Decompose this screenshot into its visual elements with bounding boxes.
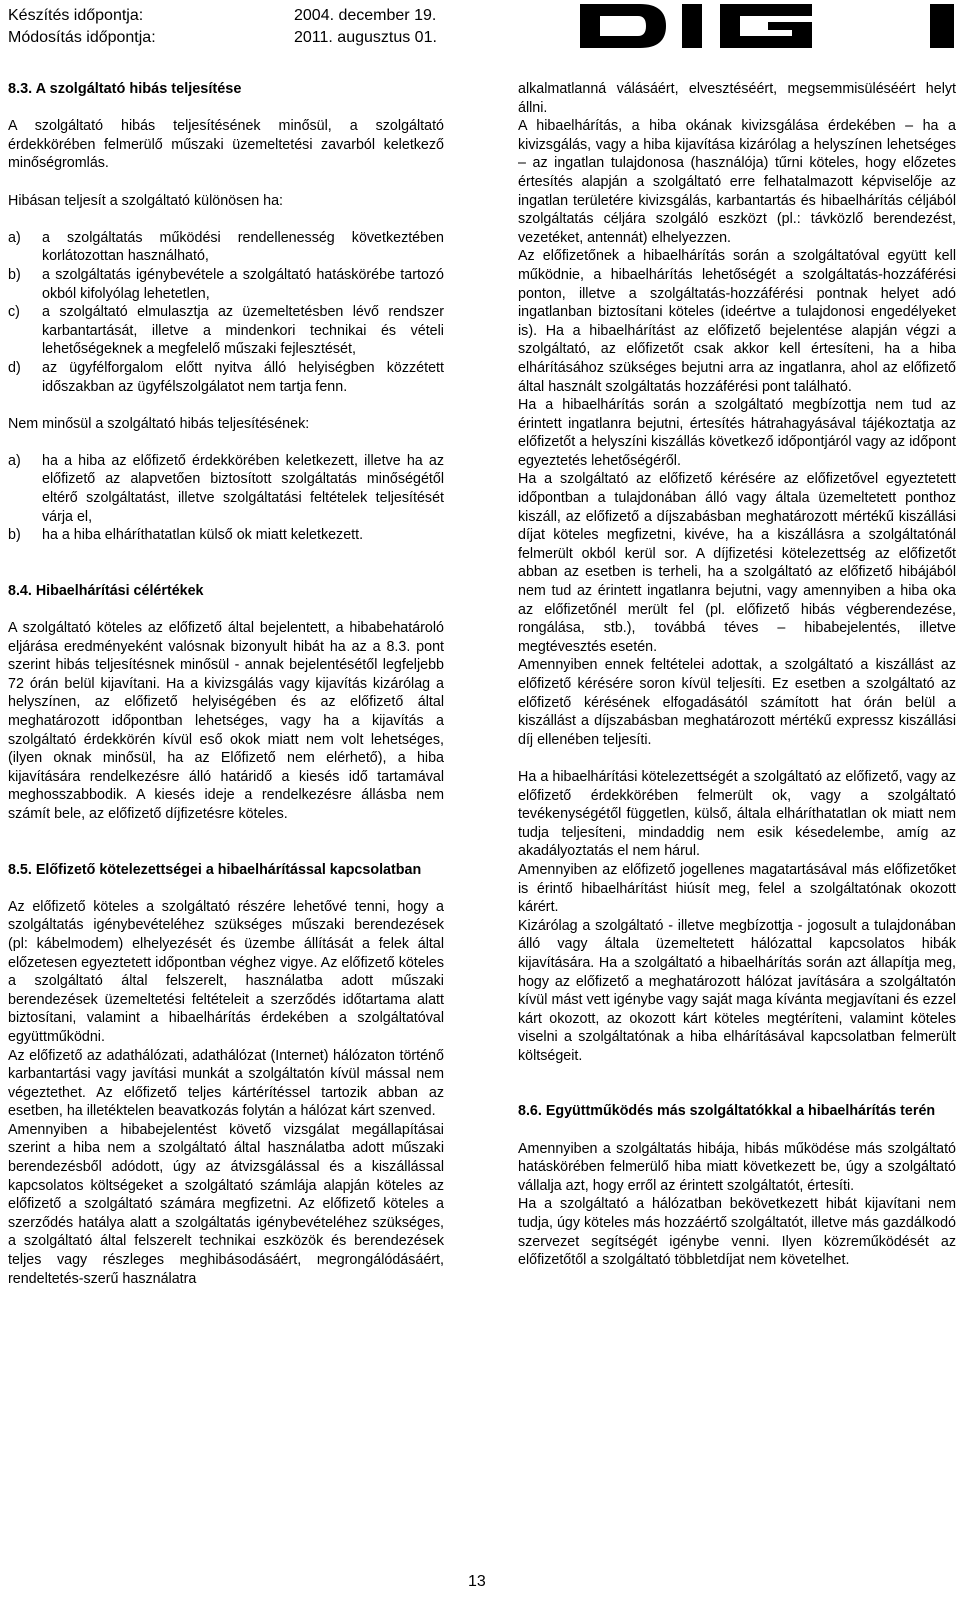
- section-8-3-paragraph-2: Hibásan teljesít a szolgáltató különösen ha:: [8, 192, 283, 209]
- list-item: [8, 266, 444, 303]
- list-marker: b): [8, 527, 21, 544]
- list-item: [8, 229, 444, 266]
- section-8-5-paragraph-3: Amennyiben a hibabejelentést követő vizsgálat megállapításai szerint a hiba nem a szolgáltató által használatba adott műszaki berendezésből adódott, úgy az átvizsgálással és a kiszállással kapcsolatos költségeket a szolgáltató számlája alapján köteles az előfizető a szolgáltató számára megfizetni. Az előfizető köteles a szerződés hatálya alatt a szolgáltatás igénybevételéhez szükséges, a szolgáltató által felszerelt technikai eszközök és berendezések teljes vagy részleges meghibásodásáért, megrongálódásáért, rendeltetés-szerű használatra: [8, 1121, 444, 1287]
- section-8-3-paragraph-3: Nem minősül a szolgáltató hibás teljesítésének:: [8, 415, 310, 432]
- right-paragraph-2: A hibaelhárítás, a hiba okának kivizsgálása érdekében – ha a kivizsgálás, vagy a hiba kijavítása kizárólag a helyszínen lehetséges – az ingatlan tulajdonosa (használója) tűrni köteles, hogy előzetes értesítés alapján a szolgáltató erre felhatalmazott képviselője az ingatlan területére kivizsgálás, karbantartás és hibaelhárítás céljából szolgáltatás céljára szolgáló eszközt (pl.: távközlő berendezést, vezetéket, antennát) elhelyezzen.: [518, 118, 956, 246]
- right-paragraph-1: alkalmatlanná válásáért, elvesztéséért, megsemmisüléséért helyt állni.: [518, 81, 956, 116]
- list-text: a szolgáltatás működési rendellenesség következtében korlátozottan használható,: [42, 229, 444, 265]
- list-marker: d): [8, 359, 21, 376]
- right-paragraph-7: Ha a hibaelhárítási kötelezettségét a szolgáltató az előfizető, vagy az előfizető érdekkörében felmerült ok, vagy a szolgáltató tevékenységétől független, külső, általa elháríthatatlan ok miatt nem tudja teljesíteni, mindaddig nem esik késedelembe, amíg az akadályoztatás el nem hárul.: [518, 768, 956, 860]
- modified-label: Módosítás időpontja:: [8, 29, 156, 46]
- section-8-5-paragraph-1: Az előfizető köteles a szolgáltató részére lehetővé tenni, hogy a szolgáltatás igénybevételéhez szükséges műszaki berendezések (pl: kábelmodem) elhelyezését és üzembe állítását a felek által előzetesen egyeztetett időpontban véghez vigye. Az előfizető köteles a szolgáltató által felszerelt, használatba adott műszaki berendezések üzemeltetési feltételeit a szerződés időtartama alatt biztosítani, valamint a hibaelhárítás érdekében a szolgáltatóval együttműködni.: [8, 898, 444, 1045]
- list-text: ha a hiba elháríthatatlan külső ok miatt keletkezett.: [42, 527, 364, 544]
- right-paragraph-3: Az előfizetőnek a hibaelhárítás során a szolgáltatóval együtt kell működnie, a hibaelhárítás lehetőségét a szolgáltatás-hozzáférési ponton, illetve a szolgáltatás-hozzáférési pontnak helyet adó ingatlanban biztosítani köteles (ideértve a tulajdonosi engedélyeket is). Ha a hibaelhárítást az előfizető bejelentése alapján végzi a szolgáltató, az előfizetőt csak akkor kell értesíteni, ha a hiba elhárításához szükséges bejutni arra az ingatlanra, ahol az előfizető által használt szolgáltatás hozzáférési pont található.: [518, 248, 956, 395]
- created-label: Készítés időpontja:: [8, 7, 144, 24]
- page-number: 13: [468, 1573, 486, 1590]
- list-text: ha a hiba az előfizető érdekkörében keletkezett, illetve ha az előfizető az alapvetően biztosított szolgáltatás minőségétől eltérő szolgáltatást, illetve szolgáltatási feltételek teljesítését várja el,: [42, 452, 444, 525]
- section-8-5-title: 8.5. Előfizető kötelezettségei a hibaelhárítással kapcsolatban: [8, 861, 422, 878]
- left-column: [8, 80, 444, 1288]
- list-item: [8, 526, 444, 545]
- right-paragraph-5: Ha a szolgáltató az előfizető kérésére az előfizetővel egyeztetett időpontban a tulajdonában álló vagy általa üzemeltetett ponthoz kiszáll, az előfizető a díjszabásban meghatározott mértékű kiszállási díjat köteles megfizetni, kivéve, ha a kiszállásra a szolgáltatónál felmerült okból kerül sor. A díjfizetési kötelezettség az előfizetőt abban az esetben is terheli, ha a szolgáltató az előfizető hibájából nem tud az érintett ingatlanra bejutni, vagy amennyiben a hiba oka az előfizetőnél merült fel (pl. előfizető hibás végberendezése, rongálása, stb.), továbbá téves – hibabejelentés, illetve megtévesztés esetén.: [518, 471, 956, 655]
- section-8-6-title: 8.6. Együttműködés más szolgáltatókkal a hibaelhárítás terén: [518, 1103, 936, 1120]
- right-paragraph-10: Amennyiben a szolgáltatás hibája, hibás működése más szolgáltató hatáskörében felmerülő hiba miatt következett be, úgy a szolgáltató vállalja azt, hogy erről az érintett szolgáltatót, értesíti.: [518, 1140, 956, 1194]
- list-text: a szolgáltató elmulasztja az üzemeltetésben lévő rendszer karbantartását, illetve a mindenkori technikai és vételi lehetőségeknek a megfelelő műszaki fejlesztését,: [42, 304, 444, 358]
- list-item: [8, 303, 444, 359]
- list-text: az ügyfélforgalom előtt nyitva álló helyiségben közzétett időszakban az ügyfélszolgálatot nem tartja fenn.: [42, 359, 444, 395]
- section-8-5-paragraph-2: Az előfizető az adathálózati, adathálózat (Internet) hálózaton történő karbantartási vagy javítási munkát a szolgáltatón kívül mással nem végeztethet. Az előfizető teljes kártérítéssel tartozik abban az esetben, ha illetéktelen beavatkozás folytán a hálózat kárt szenved.: [8, 1047, 444, 1120]
- list-text: a szolgáltatás igénybevétele a szolgáltató hatáskörébe tartozó okból kifolyólag lehetetlen,: [42, 266, 444, 302]
- modified-value: 2011. augusztus 01.: [294, 29, 437, 46]
- right-paragraph-9: Kizárólag a szolgáltató - illetve megbízottja - jogosult a tulajdonában álló vagy általa üzemeltetett hálózattal kapcsolatos hibák kijavítására. Ha a szolgáltató a hibaelhárítás során azt állapítja meg, hogy az előfizető a meghatározott hálózat javítására a szolgáltatón kívül mást vett igénybe vagy saját maga kívánta megjavítani és ezzel kárt okozott, az okozott kárt köteles megtéríteni, valamint köteles viselni a szolgáltatónak a hiba elhárításával kapcsolatban felmerült költségeit.: [518, 917, 956, 1064]
- section-8-4-title: 8.4. Hibaelhárítási célértékek: [8, 582, 204, 599]
- section-8-3-title: 8.3. A szolgáltató hibás teljesítése: [8, 81, 242, 97]
- right-paragraph-4: Ha a hibaelhárítás során a szolgáltató megbízottja nem tud az érintett ingatlanra bejutni, értesítés hátrahagyásával tájékoztatja az előfizetőt a helyszíni kiszállás következő időpontjáról vagy az időpont egyeztetés lehetőségéről.: [518, 397, 956, 469]
- list-marker: c): [8, 304, 20, 321]
- list-item: [8, 359, 444, 396]
- section-8-4-paragraph-1: A szolgáltató köteles az előfizető által bejelentett, a hibabehatároló eljárása eredményeként valósnak bizonyult hibát ha az a 8.3. pont szerint hibás teljesítésnek minősül - annak bejelentésétől legfeljebb 72 órán belül kijavítani. Ha a kivizsgálás vagy kijavítás kizárólag a helyszínen, az előfizető helyiségében és az előfizető által meghatározott időpontban lehetséges, vagy ha a kijavítás a szolgáltató érdekkörén kívül eső okok miatt nem volt lehetséges, (ilyen oknak minősül, ha az Előfizető nem elérhető), a hiba kijavítására rendelkezésre álló határidő a kiesés idő tartamával meghosszabbodik. A kiesés ideje a rendelkezésre állásba nem számít bele, az előfizető díjfizetésre köteles.: [8, 620, 444, 822]
- right-paragraph-6: Amennyiben ennek feltételei adottak, a szolgáltató a kiszállást az előfizető kérésére soron kívül teljesíti. Ez esetben a szolgáltató az előfizető kérésének elfogadásától számított hat órán belül a kiszállást a díjszabásban meghatározott mértékű expressz kiszállási díj ellenében teljesíti.: [518, 657, 956, 748]
- right-paragraph-8: Amennyiben az előfizető jogellenes magatartásával más előfizetőket is érintő hibaelhárítást hiúsít meg, felel a szolgáltatónak okozott kárért.: [518, 861, 956, 916]
- right-paragraph-11: Ha a szolgáltató a hálózatban bekövetkezett hibát kijavítani nem tudja, úgy köteles más hozzáértő szolgáltatót, illetve más gazdálkodó szervezet segítségét igénybe venni. Ilyen közreműködését az előfizetőtől a szolgáltató többletdíjat nem követelhet.: [518, 1196, 956, 1269]
- list-marker: a): [8, 229, 21, 246]
- section-8-3-paragraph-1: A szolgáltató hibás teljesítésének minősül, a szolgáltató érdekkörében felmerülő műszaki üzemeltetési zavarból keletkező minőségromlás.: [8, 118, 444, 172]
- digi-logo: [580, 0, 958, 52]
- list-item: [8, 452, 444, 526]
- right-column: [518, 80, 956, 1270]
- created-value: 2004. december 19.: [294, 7, 437, 24]
- list-marker: a): [8, 452, 21, 469]
- list-marker: b): [8, 266, 21, 283]
